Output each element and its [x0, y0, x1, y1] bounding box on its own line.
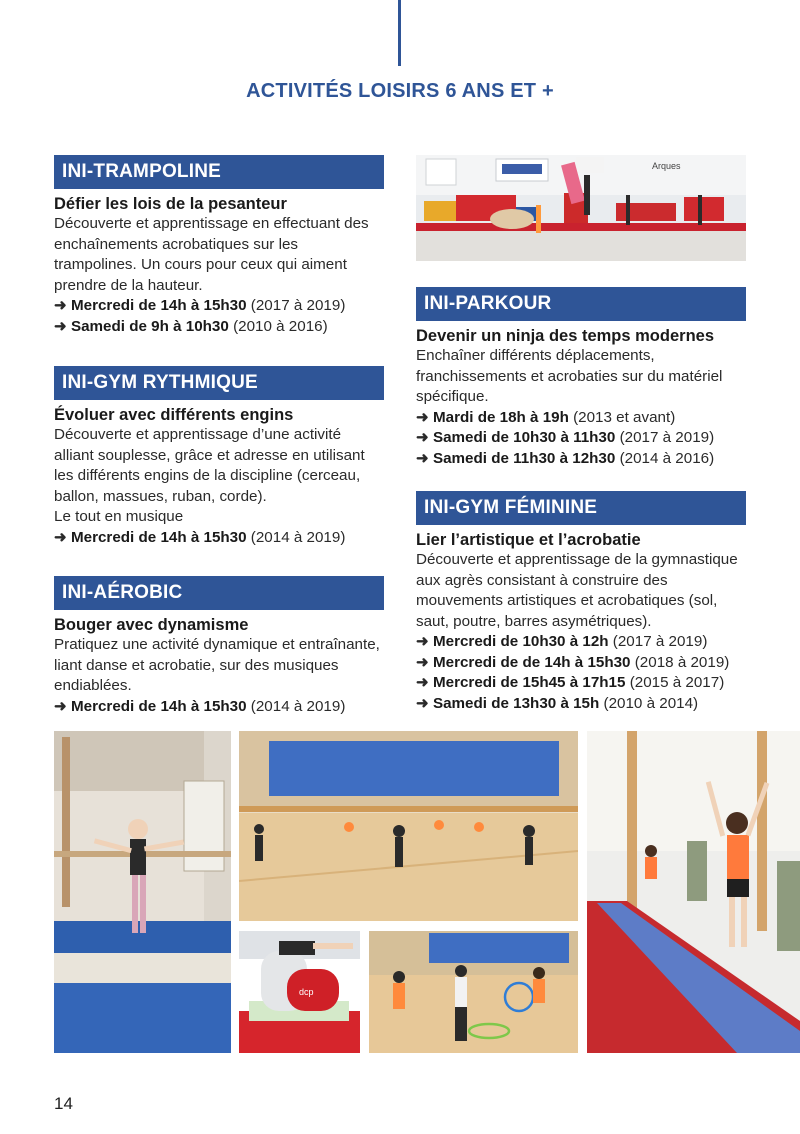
schedule-time: Mercredi de 15h45 à 17h15 — [432, 674, 626, 691]
schedule-time: Mercredi de 14h à 15h30 — [70, 697, 247, 715]
schedule-line — [416, 632, 746, 653]
arrow-right-icon: ➜ — [416, 429, 429, 446]
schedule-time: Mercredi de 14h à 15h30 — [70, 297, 247, 314]
arrow-right-icon: ➜ — [54, 528, 67, 546]
schedule-years: (2018 à 2019) — [634, 653, 730, 671]
schedule-time: Mercredi de 14h à 15h30 — [70, 528, 247, 546]
banner-text: Arques — [652, 161, 681, 171]
schedule-years: (2017 à 2019) — [619, 429, 715, 446]
schedule-line — [416, 408, 746, 429]
section-ini-gym-feminine — [416, 491, 746, 714]
top-divider-line — [398, 0, 401, 66]
arrow-right-icon: ➜ — [416, 633, 429, 650]
photo-aerobic-mats — [239, 931, 360, 1053]
arrow-right-icon: ➜ — [54, 697, 67, 715]
section-ini-trampoline — [54, 155, 384, 337]
section-description: Découverte et apprentissage de la gymnastique aux agrès consistant à construire des mouvements artistiques et acrobatiques (sol, saut, poutre, barres asymétriques). — [416, 551, 738, 630]
schedule-years: (2017 à 2019) — [612, 633, 708, 650]
schedule-years: (2013 et avant) — [573, 408, 676, 426]
schedule-line — [54, 317, 384, 338]
schedule-time: Samedi de 10h30 à 11h30 — [432, 429, 616, 446]
section-heading: INI-AÉROBIC — [54, 576, 384, 610]
section-subtitle: Devenir un ninja des temps modernes — [416, 327, 714, 345]
schedule-time: Mercredi de de 14h à 15h30 — [432, 653, 631, 671]
schedule-line — [54, 697, 384, 718]
page-number: 14 — [54, 1094, 73, 1113]
section-subtitle: Défier les lois de la pesanteur — [54, 195, 287, 213]
schedule-line — [416, 694, 746, 715]
section-ini-gym-rythmique — [54, 366, 384, 548]
section-description: Découverte et apprentissage en effectuant des enchaînements acrobatiques sur les trampolines. Un cours pour ceux qui aiment prendre de la hauteur. — [54, 215, 369, 294]
schedule-years: (2014 à 2016) — [619, 449, 715, 467]
schedule-line — [416, 673, 746, 694]
section-ini-aerobic — [54, 576, 384, 717]
schedule-years: (2010 à 2016) — [233, 317, 328, 335]
arrow-right-icon: ➜ — [416, 408, 429, 426]
schedule-time: Mercredi de 10h30 à 12h — [432, 633, 609, 650]
schedule-time: Samedi de 11h30 à 12h30 — [432, 449, 616, 467]
schedule-years: (2010 à 2014) — [603, 694, 699, 712]
mat-brand-text: dcp — [299, 987, 314, 997]
schedule-line — [416, 653, 746, 674]
schedule-line — [416, 428, 746, 449]
section-description-extra: Le tout en musique — [54, 508, 184, 525]
schedule-time: Samedi de 9h à 10h30 — [70, 317, 229, 335]
photo-tumbling-track — [587, 731, 800, 1053]
section-description: Enchaîner différents déplacements, franchissements et acrobaties sur du matériel spécifique. — [416, 347, 723, 405]
section-heading: INI-GYM FÉMININE — [416, 491, 746, 525]
schedule-line — [54, 296, 384, 317]
arrow-right-icon: ➜ — [416, 694, 429, 712]
section-heading: INI-TRAMPOLINE — [54, 155, 384, 189]
schedule-time: Mardi de 18h à 19h — [432, 408, 569, 426]
schedule-line — [54, 528, 384, 549]
arrow-right-icon: ➜ — [416, 674, 429, 691]
section-ini-parkour — [416, 287, 746, 469]
schedule-years: (2014 à 2019) — [250, 697, 346, 715]
section-subtitle: Lier l’artistique et l’acrobatie — [416, 531, 641, 549]
schedule-time: Samedi de 13h30 à 15h — [432, 694, 600, 712]
arrow-right-icon: ➜ — [54, 297, 67, 314]
arrow-right-icon: ➜ — [54, 317, 67, 335]
section-heading: INI-GYM RYTHMIQUE — [54, 366, 384, 400]
section-description: Pratiquez une activité dynamique et entraînante, liant danse et acrobatie, sur des musiques endiablées. — [54, 636, 380, 694]
arrow-right-icon: ➜ — [416, 653, 429, 671]
photo-parkour-gym-hall — [416, 155, 746, 261]
page-title: ACTIVITÉS LOISIRS 6 ANS ET + — [246, 80, 554, 102]
schedule-years: (2014 à 2019) — [250, 528, 346, 546]
schedule-years: (2015 à 2017) — [629, 674, 725, 691]
section-heading: INI-PARKOUR — [416, 287, 746, 321]
section-subtitle: Bouger avec dynamisme — [54, 616, 249, 634]
photo-hoops-group — [369, 931, 578, 1053]
section-description: Découverte et apprentissage d’une activité alliant souplesse, grâce et adresse en utilisant les différents engins de la discipline (cerceau, ballon, massues, ruban, corde). — [54, 426, 365, 505]
photo-rhythmic-gym-hall — [239, 731, 578, 921]
schedule-line — [416, 449, 746, 470]
schedule-years: (2017 à 2019) — [250, 297, 346, 314]
section-subtitle: Évoluer avec différents engins — [54, 406, 294, 424]
arrow-right-icon: ➜ — [416, 449, 429, 467]
photo-trampoline — [54, 731, 231, 1053]
